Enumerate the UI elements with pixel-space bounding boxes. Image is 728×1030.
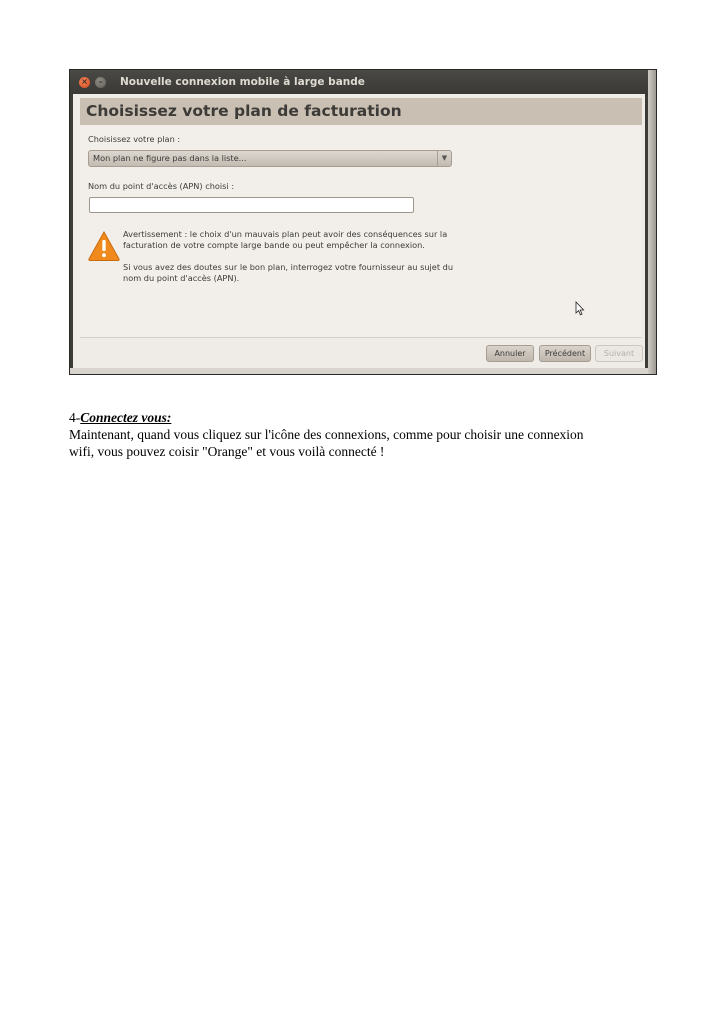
window-titlebar	[70, 70, 648, 94]
warning-paragraph-2: Si vous avez des doutes sur le bon plan, interrogez votre fournisseur au sujet du nom du point d'accès (APN).	[123, 262, 454, 283]
screen-edge	[648, 70, 656, 374]
warning-message	[123, 229, 463, 295]
plan-select[interactable]	[88, 150, 452, 167]
document-text	[69, 409, 669, 460]
background-strip	[70, 368, 648, 374]
mouse-cursor-icon	[575, 301, 585, 316]
header-title: Choisissez votre plan de facturation	[86, 102, 402, 120]
heading-title: Connectez vous:	[80, 410, 172, 425]
plan-select-value: Mon plan ne figure pas dans la liste...	[93, 153, 247, 163]
dropdown-arrow-icon[interactable]: ▼	[437, 151, 451, 166]
paragraph-line-1: Maintenant, quand vous cliquez sur l'icône des connexions, comme pour choisir une connexion	[69, 427, 584, 442]
apn-input[interactable]	[89, 197, 414, 213]
section-heading	[69, 409, 669, 426]
cancel-button[interactable]: Annuler	[486, 345, 534, 362]
warning-paragraph-1: Avertissement : le choix d'un mauvais plan peut avoir des conséquences sur la facturation de votre compte large bande ou peut empêcher la connexion.	[123, 229, 448, 250]
paragraph-line-2: wifi, vous pouvez coisir "Orange" et vous voilà connecté !	[69, 444, 385, 459]
plan-label: Choisissez votre plan :	[88, 134, 181, 144]
dialog	[73, 94, 645, 374]
previous-button[interactable]: Précédent	[539, 345, 591, 362]
heading-number: 4-	[69, 410, 81, 425]
dialog-content	[80, 125, 642, 338]
close-icon[interactable]: ×	[79, 77, 90, 88]
warning-icon	[88, 231, 120, 261]
screenshot-image	[69, 69, 657, 375]
minimize-icon[interactable]: –	[95, 77, 106, 88]
window-title: Nouvelle connexion mobile à large bande	[120, 76, 365, 88]
dialog-header	[80, 98, 642, 126]
apn-label: Nom du point d'accès (APN) choisi :	[88, 181, 235, 191]
next-button[interactable]: Suivant	[595, 345, 643, 362]
